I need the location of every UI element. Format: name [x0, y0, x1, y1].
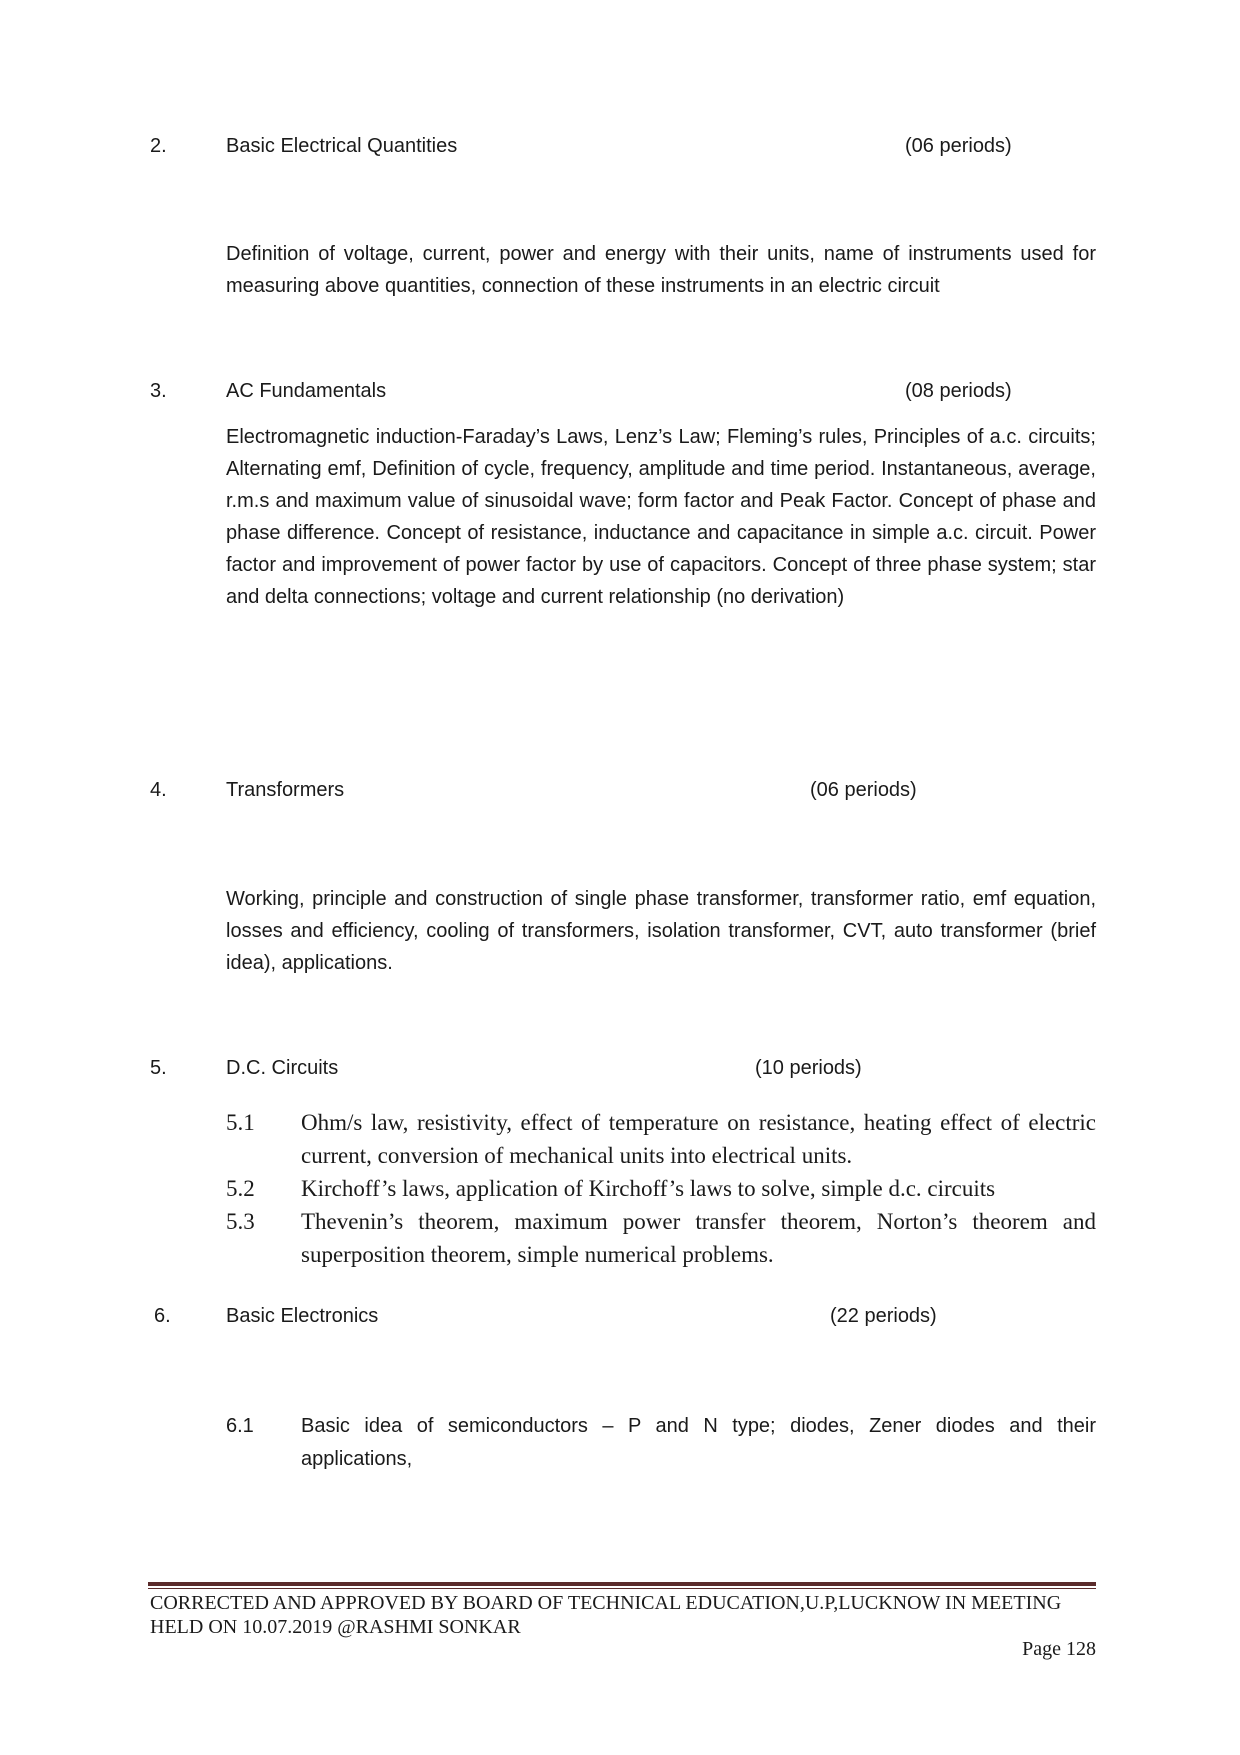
- section-title: Basic Electronics: [226, 1305, 379, 1327]
- footer-approval-note: CORRECTED AND APPROVED BY BOARD OF TECHNICAL EDUCATION,U.P,LUCKNOW IN MEETING HELD ON 10.07.2019 @RASHMI SONKAR: [150, 1592, 1062, 1638]
- section-title: D.C. Circuits: [226, 1057, 339, 1079]
- footer-divider: [148, 1582, 1096, 1586]
- section-periods: (22 periods): [830, 1305, 937, 1327]
- item-text: Thevenin’s theorem, maximum power transfer theorem, Norton’s theorem and superposition theorem, simple numerical problems.: [301, 1209, 1096, 1267]
- page-number: Page 128: [1022, 1638, 1096, 1660]
- section-periods: (10 periods): [755, 1057, 862, 1079]
- section-title: Transformers: [226, 779, 345, 801]
- item-number: 5.2: [226, 1176, 255, 1201]
- section-number: 2.: [150, 135, 167, 157]
- item-text: Ohm/s law, resistivity, effect of temperature on resistance, heating effect of electric current, conversion of mechanical units into electrical units.: [301, 1110, 1096, 1168]
- section-number: 4.: [150, 779, 167, 801]
- section-title: Basic Electrical Quantities: [226, 135, 458, 157]
- section-periods: (08 periods): [905, 380, 1012, 402]
- section-title: AC Fundamentals: [226, 380, 387, 402]
- item-number: 6.1: [226, 1415, 254, 1437]
- section-number: 6.: [154, 1305, 171, 1327]
- item-text: Basic idea of semiconductors – P and N type; diodes, Zener diodes and their applications,: [301, 1415, 1096, 1470]
- item-text: Kirchoff’s laws, application of Kirchoff’s laws to solve, simple d.c. circuits: [301, 1176, 996, 1201]
- section-periods: (06 periods): [905, 135, 1012, 157]
- section-body: Definition of voltage, current, power and energy with their units, name of instruments used for measuring above quantities, connection of these instruments in an electric circuit: [226, 243, 1096, 297]
- footer-divider-thin: [148, 1588, 1096, 1589]
- section-number: 5.: [150, 1057, 167, 1079]
- section-periods: (06 periods): [810, 779, 917, 801]
- section-body: Electromagnetic induction-Faraday’s Laws, Lenz’s Law; Fleming’s rules, Principles of a.c. circuits; Alternating emf, Definition of cycle, frequency, amplitude and time period. Instantaneous, average, r.m.s and maximum value of sinusoidal wave; form factor and Peak Factor. Concept of phase and phase difference. Concept of resistance, inductance and capacitance in simple a.c. circuit. Power factor and improvement of power factor by use of capacitors. Concept of three phase system; star and delta connections; voltage and current relationship (no derivation): [226, 426, 1096, 608]
- section-number: 3.: [150, 380, 167, 402]
- item-number: 5.3: [226, 1209, 255, 1234]
- item-number: 5.1: [226, 1110, 255, 1135]
- section-body: Working, principle and construction of single phase transformer, transformer ratio, emf equation, losses and efficiency, cooling of transformers, isolation transformer, CVT, auto transformer (brief idea), applications.: [226, 888, 1096, 974]
